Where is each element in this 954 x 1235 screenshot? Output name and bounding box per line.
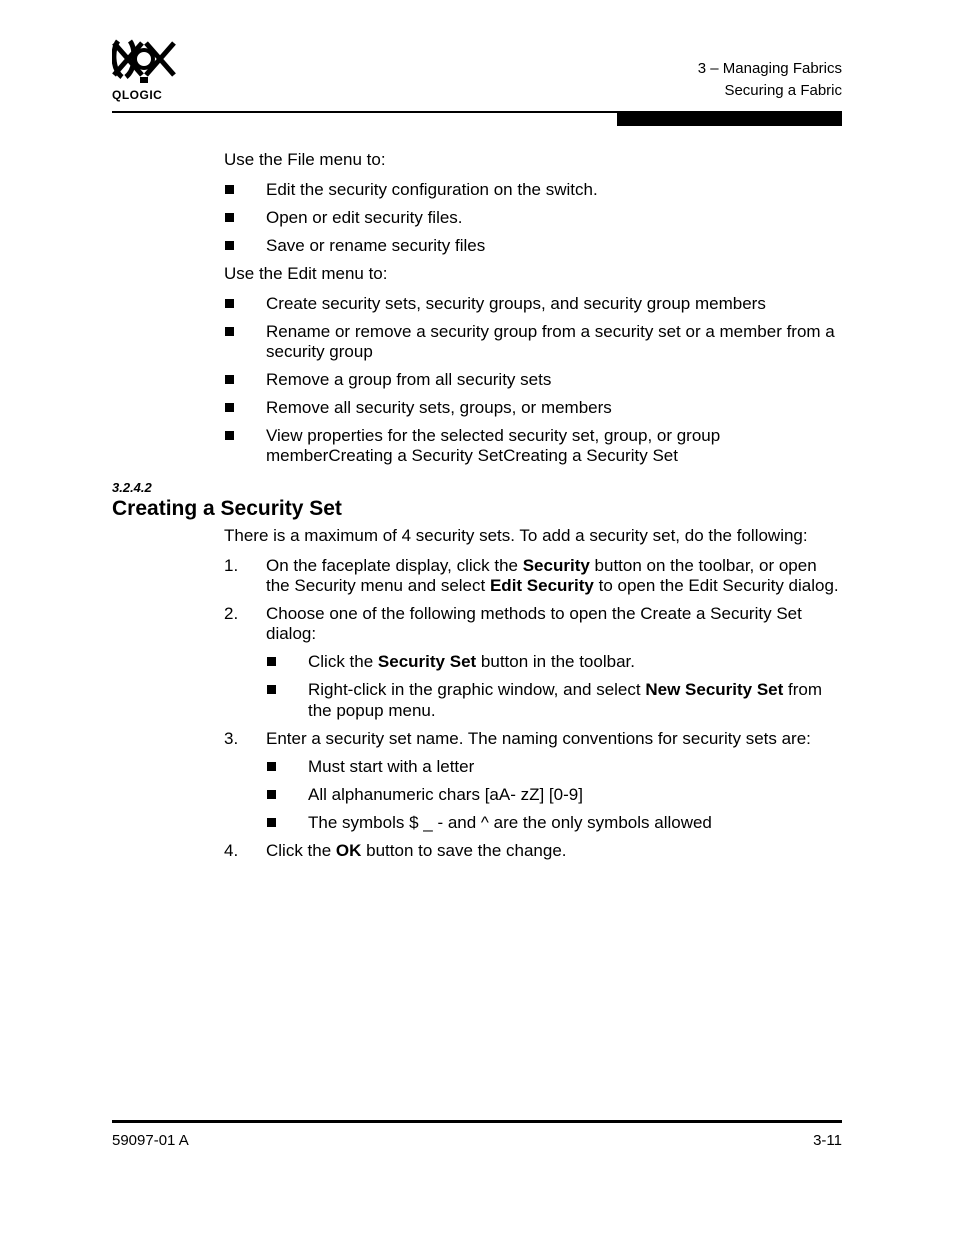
sub-list-item: All alphanumeric chars [aA- zZ] [0-9] [308, 785, 583, 804]
step-number: 4. [224, 841, 239, 860]
list-item-continued: security group [266, 342, 373, 361]
step-text: Choose one of the following methods to open the Create a Security Set [266, 604, 802, 623]
bullet-square-icon [225, 375, 234, 384]
qlogic-logo [112, 39, 176, 102]
list-item: Rename or remove a security group from a security set or a member from a [266, 322, 835, 341]
list-item: Open or edit security files. [266, 208, 463, 227]
section-title: Securing a Fabric [724, 82, 842, 99]
bullet-square-icon [225, 327, 234, 336]
sub-list-item: Click the Security Set button in the toolbar. [308, 652, 635, 671]
list-item: View properties for the selected security set, group, or group [266, 426, 721, 445]
running-header [698, 58, 842, 102]
bullet-square-icon [267, 685, 276, 694]
bullet-square-icon [225, 213, 234, 222]
list-item: Remove all security sets, groups, or members [266, 398, 612, 417]
list-item: Create security sets, security groups, and security group members [266, 294, 766, 313]
step-text-continued: dialog: [266, 624, 317, 643]
header-bar [617, 111, 842, 126]
step-number: 3. [224, 729, 239, 748]
qlogic-logo-icon [112, 39, 176, 85]
step-number: 2. [224, 604, 239, 623]
step-text: Enter a security set name. The naming conventions for security sets are: [266, 729, 811, 748]
page-number: 3-11 [813, 1132, 842, 1149]
section-intro: There is a maximum of 4 security sets. To add a security set, do the following: [224, 526, 808, 545]
bullet-square-icon [267, 657, 276, 666]
step-text: On the faceplate display, click the Security button on the toolbar, or open [266, 556, 817, 575]
step-number: 1. [224, 556, 239, 575]
document-id: 59097-01 A [112, 1132, 189, 1149]
list-item: Edit the security configuration on the switch. [266, 180, 598, 199]
bullet-square-icon [225, 185, 234, 194]
bullet-square-icon [267, 762, 276, 771]
footer-rule [112, 1120, 842, 1123]
list-item: Remove a group from all security sets [266, 370, 552, 389]
bullet-square-icon [225, 299, 234, 308]
sub-list-item: The symbols $ _ - and ^ are the only symbols allowed [308, 813, 712, 832]
step-text-continued: the Security menu and select Edit Security to open the Edit Security dialog. [266, 576, 839, 595]
logo-text: QLOGIC [112, 88, 163, 102]
bullet-square-icon [267, 790, 276, 799]
bullet-square-icon [225, 241, 234, 250]
section-heading: Creating a Security Set [112, 497, 342, 520]
sub-list-item: Right-click in the graphic window, and select New Security Set from [308, 680, 823, 699]
sub-list-item: Must start with a letter [308, 757, 475, 776]
bullet-square-icon [225, 431, 234, 440]
list-item: Save or rename security files [266, 236, 486, 255]
chapter-title: 3 – Managing Fabrics [697, 60, 842, 77]
sub-list-item-continued: the popup menu. [308, 701, 436, 720]
file-menu-intro: Use the File menu to: [224, 150, 386, 169]
bullet-square-icon [267, 818, 276, 827]
step-text: Click the OK button to save the change. [266, 841, 567, 860]
section-number: 3.2.4.2 [112, 480, 152, 495]
edit-menu-intro: Use the Edit menu to: [224, 264, 388, 283]
bullet-square-icon [225, 403, 234, 412]
list-item-continued: memberCreating a Security SetCreating a Security Set [266, 446, 678, 465]
